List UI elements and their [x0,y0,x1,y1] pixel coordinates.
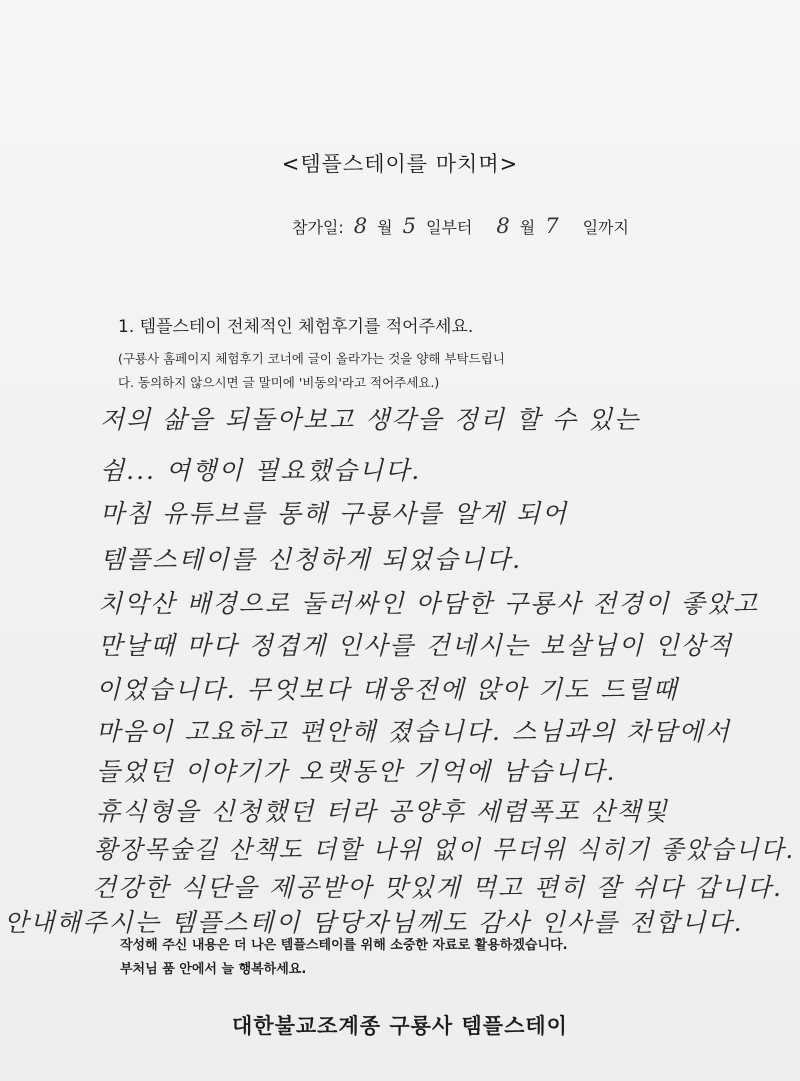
form-title: <템플스테이를 마치며> [281,152,519,176]
handwritten-line: 템플스테이를 신청하게 되었습니다. [100,545,523,574]
handwritten-line: 황장목숲길 산책도 더할 나위 없이 무더위 식히기 좋았습니다. [94,835,796,864]
handwritten-line: 건강한 식단을 제공받아 맛있게 먹고 편히 잘 쉬다 갑니다. [92,873,783,902]
start-day: 5 [402,214,416,238]
handwritten-line: 들었던 이야기가 오랫동안 기억에 남습니다. [96,757,617,786]
handwritten-line: 안내해주시는 템플스테이 담당자님께도 감사 인사를 전합니다. [4,908,744,937]
participation-dates [292,214,629,238]
end-day: 7 [545,214,559,238]
temple-name: 대한불교조계종 구룡사 템플스테이 [232,1014,568,1038]
handwritten-line: 저의 삶을 되돌아보고 생각을 정리 할 수 있는 [100,405,641,434]
footer-thanks: 작성해 주신 내용은 더 나은 템플스테이를 위해 소중한 자료로 활용하겠습니다. [120,938,568,953]
handwritten-line: 휴식형을 신청했던 터라 공양후 세렴폭포 산책및 [96,797,669,826]
start-month: 8 [353,214,368,238]
handwritten-line: 쉼... 여행이 필요했습니다. [100,456,422,485]
handwritten-line: 이었습니다. 무엇보다 대웅전에 앉아 기도 드릴때 [96,675,679,704]
dates-label: 참가일: [292,218,344,237]
consent-note-line-2: 다. 동의하지 않으시면 글 말미에 '비동의'라고 적어주세요.) [118,375,440,390]
month-unit-2: 월 [519,218,536,237]
handwritten-line: 치악산 배경으로 둘러싸인 아담한 구룡사 전경이 좋았고 [98,589,760,618]
consent-note-line-1: (구룡사 홈페이지 체험후기 코너에 글이 올라가는 것을 양해 부탁드립니 [118,351,505,366]
handwritten-line: 마음이 고요하고 편안해 졌습니다. 스님과의 차담에서 [96,717,731,746]
end-month: 8 [496,214,510,238]
handwritten-line: 마침 유튜브를 통해 구룡사를 알게 되어 [100,499,569,528]
from-word: 일부터 [425,218,473,237]
month-unit: 월 [377,218,393,237]
question-1: 1. 템플스테이 전체적인 체험후기를 적어주세요. [118,317,474,337]
footer-blessing: 부처님 품 안에서 늘 행복하세요. [120,962,307,977]
until-word: 일까지 [582,218,629,237]
handwritten-line: 만날때 마다 정겹게 인사를 건네시는 보살님이 인상적 [98,631,733,660]
